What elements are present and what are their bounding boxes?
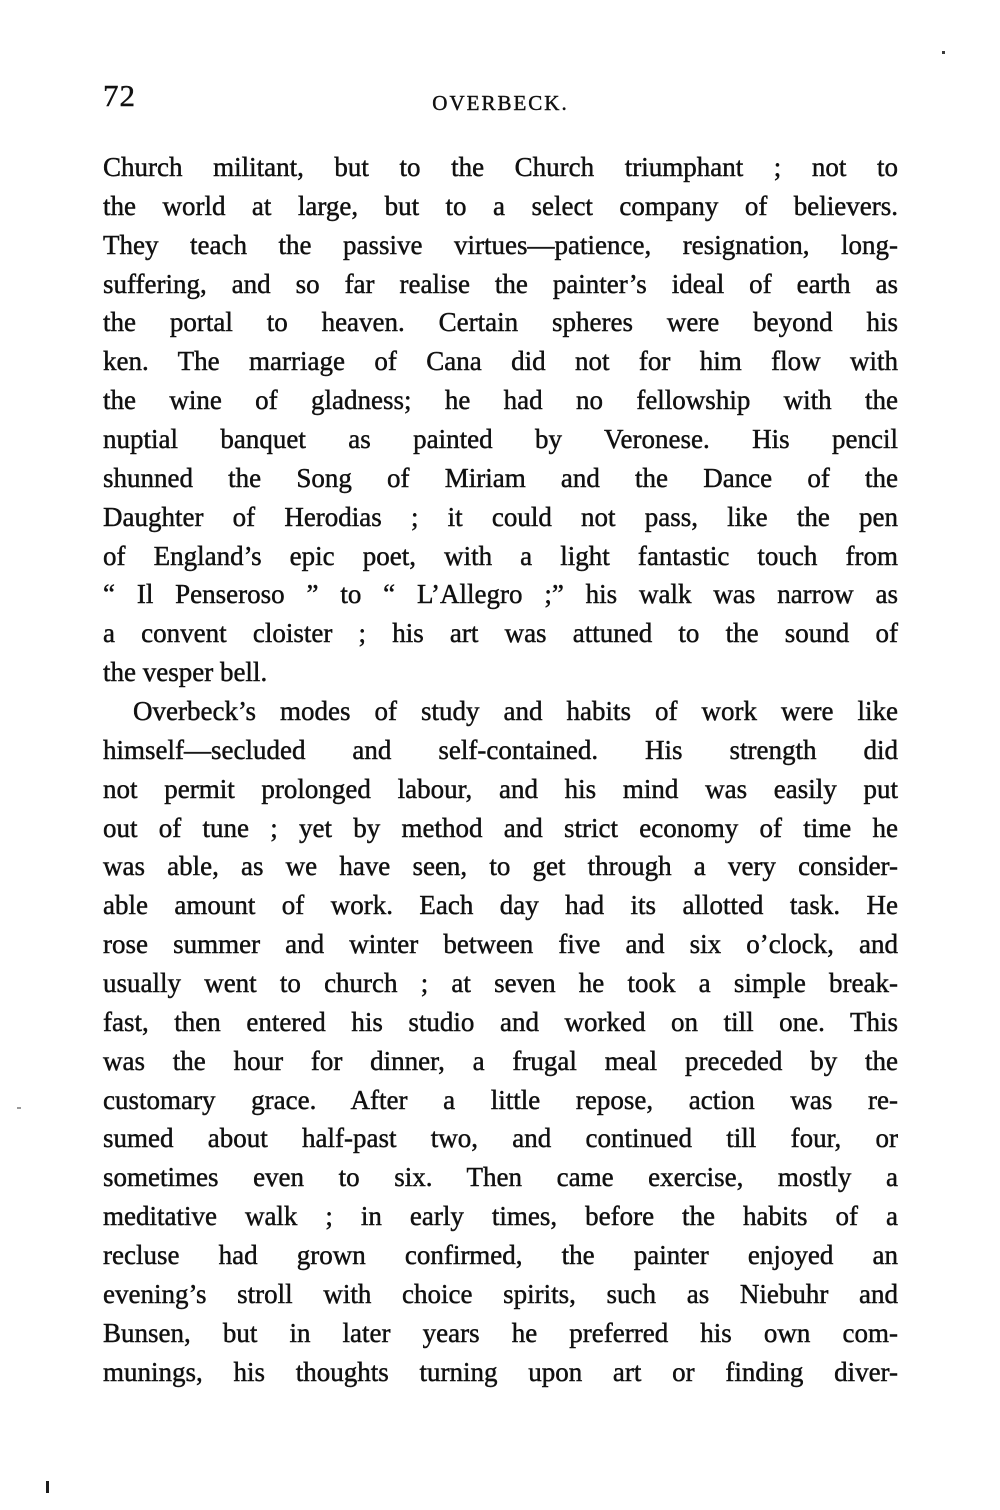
text-line: meditative walk ; in early times, before the habits of a [103, 1201, 898, 1232]
text-line: the portal to heaven. Certain spheres were beyond his [103, 307, 898, 338]
text-line: was able, as we have seen, to get through a very consider- [103, 851, 898, 882]
text-line: sumed about half-past two, and continued till four, or [103, 1123, 898, 1154]
text-line: out of tune ; yet by method and strict economy of time he [103, 812, 898, 843]
text-line: a convent cloister ; his art was attuned to the sound of [103, 618, 898, 649]
text-line: rose summer and winter between five and six o’clock, and [103, 929, 898, 960]
text-line: not permit prolonged labour, and his mind was easily put [103, 773, 898, 804]
page-body [103, 148, 898, 1392]
text-line: evening’s stroll with choice spirits, such as Niebuhr and [103, 1278, 898, 1309]
text-line: able amount of work. Each day had its allotted task. He [103, 890, 898, 921]
text-line: “ Il Penseroso ” to “ L’Allegro ;” his walk was narrow as [103, 579, 898, 610]
text-line: himself—secluded and self-contained. His strength did [103, 734, 898, 765]
text-line: They teach the passive virtues—patience, resignation, long- [103, 229, 898, 260]
page-number: 72 [103, 78, 136, 113]
text-line: of England’s epic poet, with a light fantastic touch from [103, 540, 898, 571]
text-line: customary grace. After a little repose, action was re- [103, 1084, 898, 1115]
text-line: sometimes even to six. Then came exercise, mostly a [103, 1162, 898, 1193]
text-line: munings, his thoughts turning upon art or finding diver- [103, 1356, 898, 1387]
running-head: OVERBECK. [432, 91, 569, 115]
text-line: was the hour for dinner, a frugal meal preceded by the [103, 1045, 898, 1076]
text-line: Daughter of Herodias ; it could not pass, like the pen [103, 501, 898, 532]
text-line: nuptial banquet as painted by Veronese. His pencil [103, 424, 898, 455]
text-line: Bunsen, but in later years he preferred his own com- [103, 1317, 898, 1348]
scan-speck [46, 1481, 49, 1493]
text-line: suffering, and so far realise the painter’s ideal of earth as [103, 268, 898, 299]
text-line: the wine of gladness; he had no fellowship with the [103, 385, 898, 416]
scan-speck [17, 1107, 21, 1109]
text-line: the vesper bell. [103, 657, 268, 688]
text-line: usually went to church ; at seven he took a simple break- [103, 968, 898, 999]
scan-speck [942, 51, 945, 54]
text-line: Church militant, but to the Church triumphant ; not to [103, 152, 898, 182]
text-line: shunned the Song of Miriam and the Dance of the [103, 462, 898, 493]
text-line: the world at large, but to a select company of believers. [103, 190, 898, 221]
text-line: Overbeck’s modes of study and habits of work were like [133, 696, 898, 727]
text-line: ken. The marriage of Cana did not for him flow with [103, 346, 898, 377]
text-line: recluse had grown confirmed, the painter enjoyed an [103, 1240, 898, 1271]
text-line: fast, then entered his studio and worked on till one. This [103, 1006, 898, 1037]
